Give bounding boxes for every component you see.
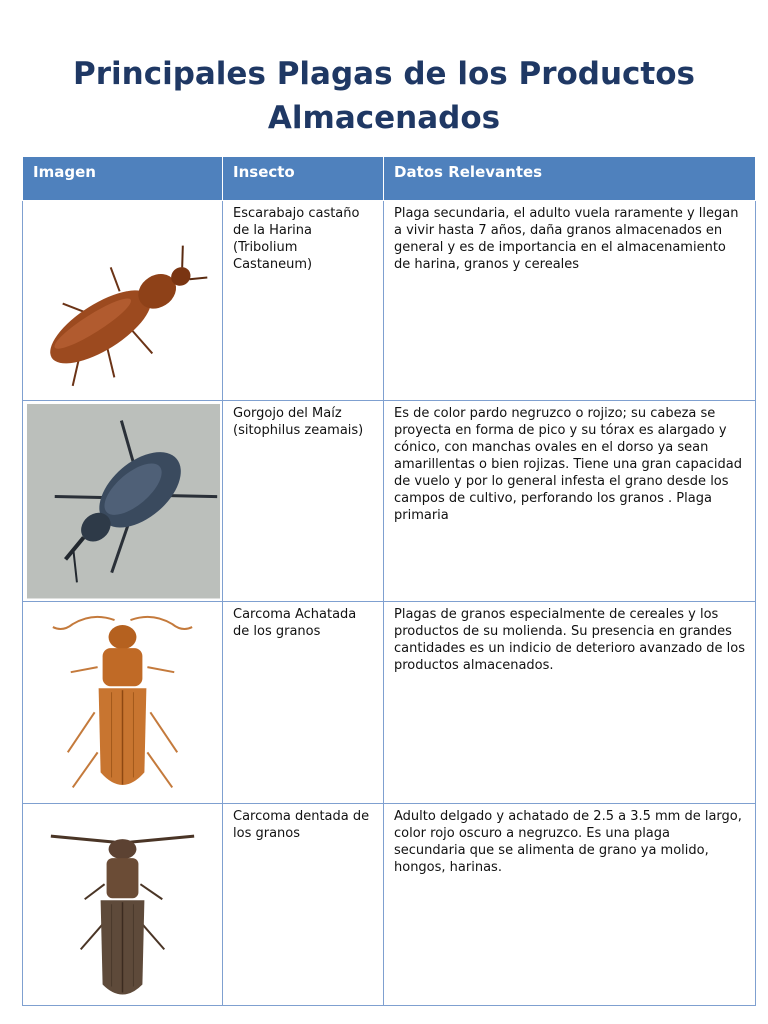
image-cell [23, 401, 223, 601]
image-cell [23, 601, 223, 804]
flour-beetle-image [23, 201, 222, 400]
title-line-1: Principales Plagas de los Productos [72, 56, 695, 92]
pests-table [22, 156, 756, 1006]
insect-name: Gorgojo del Maíz (sitophilus zeamais) [223, 401, 384, 601]
insect-name: Carcoma Achatada de los granos [223, 601, 384, 804]
header-data: Datos Relevantes [384, 157, 756, 201]
table-row [23, 201, 756, 401]
insect-details: Es de color pardo negruzco o rojizo; su cabeza se proyecta en forma de pico y su tórax es alargado y cónico, con manchas ovales en el dorso ya sean amarillentas o bien rojizas. Tiene una gran capacidad de vuelo y por lo general infesta el grano desde los campos de cultivo, perforando los granos . Plaga primaria [384, 401, 756, 601]
image-cell [23, 201, 223, 401]
insect-details: Plaga secundaria, el adulto vuela raramente y llegan a vivir hasta 7 años, daña granos almacenados en general y es de importancia en el almacenamiento de harina, granos y cereales [384, 201, 756, 401]
table-header-row [23, 157, 756, 201]
insect-details: Plagas de granos especialmente de cereales y los productos de su molienda. Su presencia en grandes cantidades es un indicio de deterioro avanzado de los productos almacenados. [384, 601, 756, 804]
header-insect: Insecto [223, 157, 384, 201]
title-line-2: Almacenados [267, 100, 501, 136]
page-title [0, 52, 768, 140]
maize-weevil-image [23, 401, 222, 600]
sawtoothed-grain-beetle-image [23, 804, 222, 1005]
table-row [23, 601, 756, 804]
insect-name: Escarabajo castaño de la Harina (Tribolium Castaneum) [223, 201, 384, 401]
table-row [23, 401, 756, 601]
image-cell [23, 804, 223, 1006]
table-row [23, 804, 756, 1006]
header-image: Imagen [23, 157, 223, 201]
flat-grain-beetle-image [23, 602, 222, 804]
insect-details: Adulto delgado y achatado de 2.5 a 3.5 mm de largo, color rojo oscuro a negruzco. Es una plaga secundaria que se alimenta de grano ya molido, hongos, harinas. [384, 804, 756, 1006]
insect-name: Carcoma dentada de los granos [223, 804, 384, 1006]
